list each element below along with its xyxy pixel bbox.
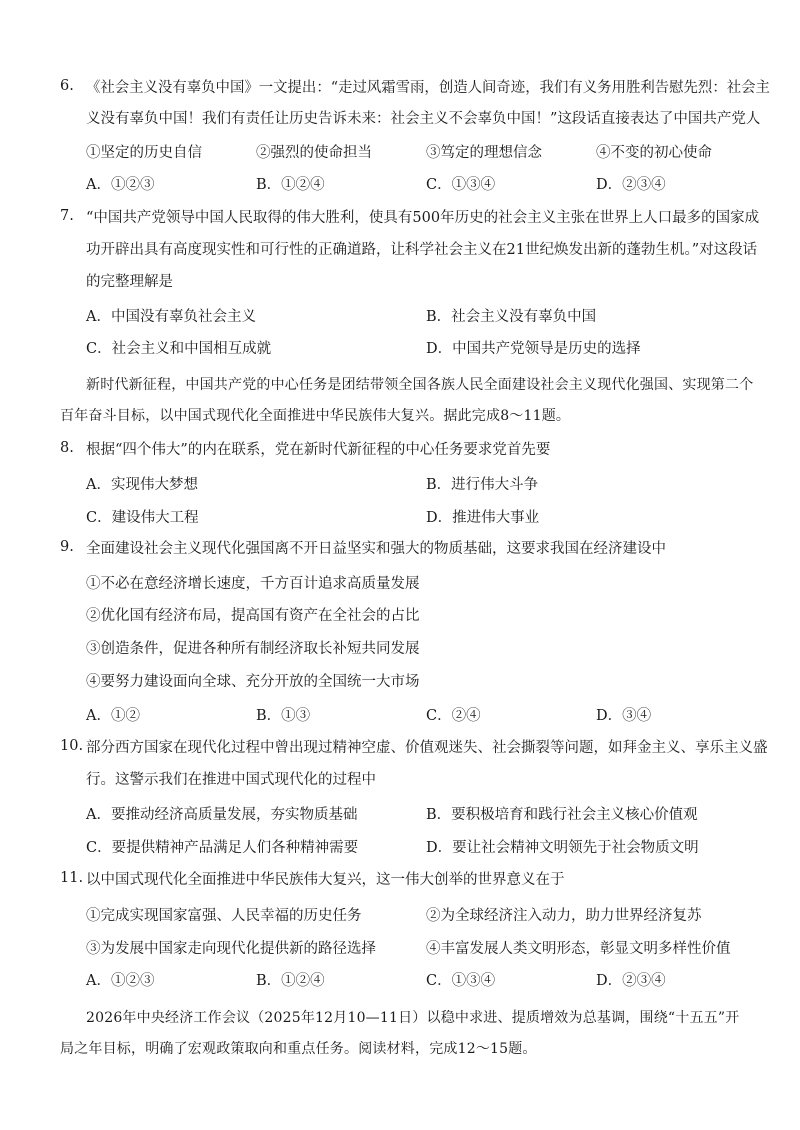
question-8-option-d: D．推进伟大事业: [426, 510, 540, 526]
question-9-option-a: A．①②: [86, 708, 140, 724]
material-intro-12-15-line-1: 2026年中央经济工作会议（2025年12月10—11日）以稳中求进、提质增效为总基调，围绕“十五五”开: [86, 1010, 740, 1026]
question-11-item-2: ②为全球经济注入动力，助力世界经济复苏: [426, 908, 702, 924]
question-6-stem-line-1: 《社会主义没有辜负中国》一文提出：“走过风霜雪雨，创造人间奇迹，我们有义务用胜利告慰先烈：社会主: [86, 80, 770, 96]
question-7-option-a: A．中国没有辜负社会主义: [86, 309, 256, 325]
question-6-option-a: A．①②③: [86, 177, 155, 193]
question-9-option-c: C．②④: [426, 708, 481, 724]
question-7-number: 7.: [60, 208, 74, 224]
question-6-number: 6.: [60, 78, 74, 94]
question-9-item-2: ②优化国有经济布局，提高国有资产在全社会的占比: [86, 608, 420, 624]
question-11-option-d: D．②③④: [596, 973, 666, 989]
question-9-number: 9.: [60, 539, 74, 555]
question-9-item-3: ③创造条件，促进各种所有制经济取长补短共同发展: [86, 641, 420, 657]
question-7-stem-line-3: 的完整理解是: [86, 274, 173, 290]
question-6-option-b: B．①②④: [256, 177, 325, 193]
question-6-item-3: ③笃定的理想信念: [426, 145, 542, 161]
question-6-option-d: D．②③④: [596, 177, 666, 193]
question-11-option-b: B．①②④: [256, 973, 325, 989]
question-8-stem-line-1: 根据“四个伟大”的内在联系，党在新时代新征程的中心任务要求党首先要: [86, 442, 551, 458]
question-11-item-3: ③为发展中国家走向现代化提供新的路径选择: [86, 941, 376, 957]
question-11-stem-line-1: 以中国式现代化全面推进中华民族伟大复兴，这一伟大创举的世界意义在于: [86, 872, 565, 888]
question-10-stem-line-2: 行。这警示我们在推进中国式现代化的过程中: [86, 772, 376, 788]
question-9-item-4: ④要努力建设面向全球、充分开放的全国统一大市场: [86, 674, 420, 690]
question-10-number: 10.: [60, 738, 84, 754]
material-intro-12-15-line-2: 局之年目标，明确了宏观政策取向和重点任务。阅读材料，完成12～15题。: [60, 1041, 537, 1057]
question-6-option-c: C．①③④: [426, 177, 496, 193]
material-intro-8-11-line-2: 百年奋斗目标，以中国式现代化全面推进中华民族伟大复兴。据此完成8～11题。: [60, 408, 571, 424]
question-8-option-c: C．建设伟大工程: [86, 510, 199, 526]
question-10-stem-line-1: 部分西方国家在现代化过程中曾出现过精神空虚、价值观迷失、社会撕裂等问题，如拜金主义、享乐主义盛: [86, 740, 768, 756]
question-11-item-1: ①完成实现国家富强、人民幸福的历史任务: [86, 908, 362, 924]
question-7-option-c: C．社会主义和中国相互成就: [86, 341, 272, 357]
question-7-option-b: B．社会主义没有辜负中国: [426, 309, 597, 325]
question-9-stem-line-1: 全面建设社会主义现代化强国离不开日益坚实和强大的物质基础，这要求我国在经济建设中: [86, 541, 666, 557]
material-intro-8-11-line-1: 新时代新征程，中国共产党的中心任务是团结带领全国各族人民全面建设社会主义现代化强国、实现第二个: [86, 377, 754, 393]
question-10-option-c: C．要提供精神产品满足人们各种精神需要: [86, 840, 359, 856]
question-11-option-a: A．①②③: [86, 973, 155, 989]
question-8-option-a: A．实现伟大梦想: [86, 477, 198, 493]
question-8-number: 8.: [60, 440, 74, 456]
question-6-item-2: ②强烈的使命担当: [256, 145, 372, 161]
question-9-item-1: ①不必在意经济增长速度，千方百计追求高质量发展: [86, 576, 420, 592]
question-11-item-4: ④丰富发展人类文明形态，彰显文明多样性价值: [426, 941, 731, 957]
question-7-stem-line-1: “中国共产党领导中国人民取得的伟大胜利，使具有500年历史的社会主义主张在世界上人口最多的国家成: [86, 210, 760, 226]
question-6-item-1: ①坚定的历史自信: [86, 145, 202, 161]
question-11-number: 11.: [60, 870, 84, 886]
question-10-option-b: B．要积极培育和践行社会主义核心价值观: [426, 807, 698, 823]
question-8-option-b: B．进行伟大斗争: [426, 477, 539, 493]
question-7-option-d: D．中国共产党领导是历史的选择: [426, 341, 641, 357]
question-6-stem-line-2: 义没有辜负中国！我们有责任让历史告诉未来：社会主义不会辜负中国！”这段话直接表达了中国共产党人: [86, 111, 761, 127]
question-9-option-d: D．③④: [596, 708, 652, 724]
question-10-option-a: A．要推动经济高质量发展，夯实物质基础: [86, 807, 358, 823]
question-6-item-4: ④不变的初心使命: [596, 145, 712, 161]
question-11-option-c: C．①③④: [426, 973, 496, 989]
question-10-option-d: D．要让社会精神文明领先于社会物质文明: [426, 840, 699, 856]
question-9-option-b: B．①③: [256, 708, 311, 724]
question-7-stem-line-2: 功开辟出具有高度现实性和可行性的正确道路，让科学社会主义在21世纪焕发出新的蓬勃生机。”对这段话: [86, 242, 758, 258]
